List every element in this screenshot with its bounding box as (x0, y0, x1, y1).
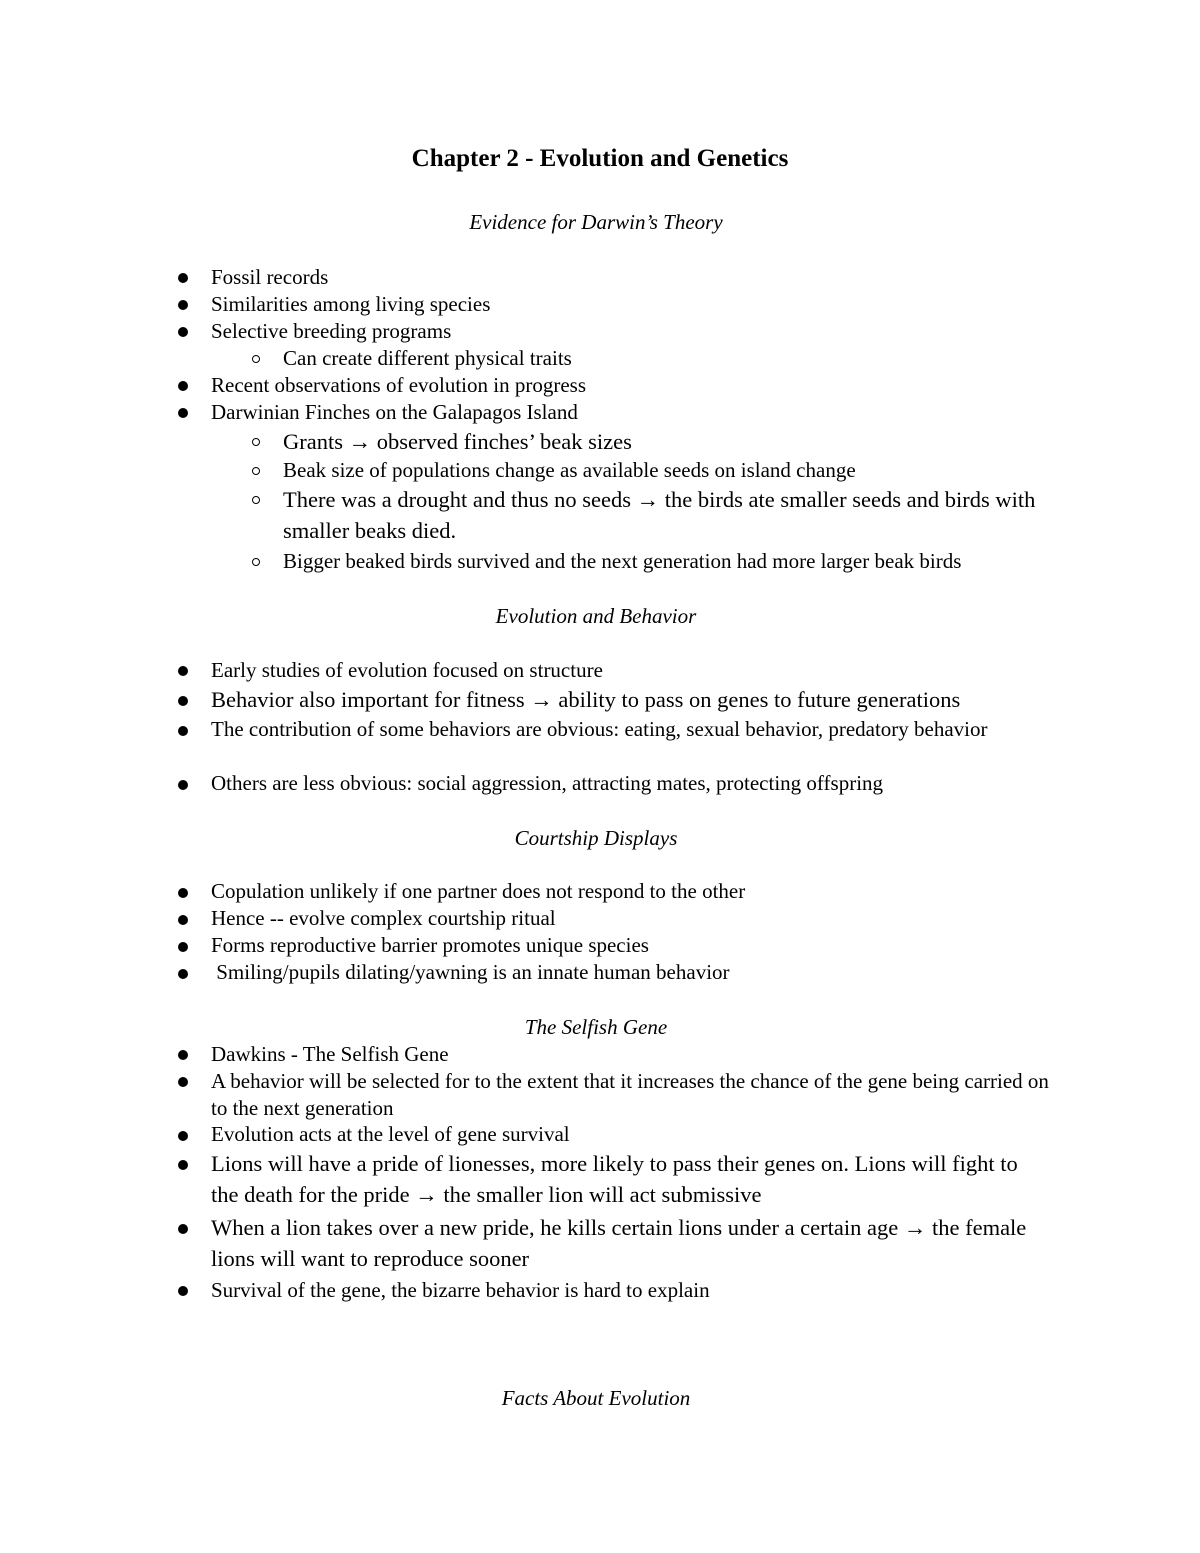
page-title: Chapter 2 - Evolution and Genetics (411, 145, 789, 172)
bullet-icon (178, 273, 188, 283)
sub-list-item: There was a drought and thus no seeds → the birds ate smaller seeds and birds with smaller beaks died. (283, 487, 1036, 543)
list-item: Similarities among living species (211, 292, 491, 316)
list-item: Others are less obvious: social aggression, attracting mates, protecting offspring (211, 771, 884, 795)
list-item: Smiling/pupils dilating/yawning is an innate human behavior (211, 960, 730, 984)
sub-list-item: Can create different physical traits (283, 346, 572, 370)
list-item: When a lion takes over a new pride, he kills certain lions under a certain age → the female lions will want to reproduce sooner (211, 1215, 1027, 1271)
bullet-icon (178, 408, 188, 418)
list-item: Fossil records (211, 265, 329, 289)
bullet-icon (178, 726, 188, 736)
section-heading: Evidence for Darwin’s Theory (469, 210, 723, 234)
bullet-icon (178, 300, 188, 310)
section-heading: Facts About Evolution (501, 1386, 691, 1410)
sub-list-item: Bigger beaked birds survived and the next generation had more larger beak birds (283, 549, 962, 573)
sub-bullet-icon (252, 438, 260, 446)
sub-bullet-icon (252, 558, 260, 566)
list-item: A behavior will be selected for to the extent that it increases the chance of the gene being carried on to the next generation (211, 1069, 1049, 1120)
list-item: Recent observations of evolution in progress (211, 373, 587, 397)
section-heading: The Selfish Gene (524, 1015, 668, 1039)
bullet-icon (178, 1224, 188, 1234)
list-item: Hence -- evolve complex courtship ritual (211, 906, 556, 930)
bullet-icon (178, 1131, 188, 1141)
bullet-icon (178, 327, 188, 337)
bullet-icon (178, 1160, 188, 1170)
list-item: Forms reproductive barrier promotes unique species (211, 933, 649, 957)
section-heading: Evolution and Behavior (495, 604, 697, 628)
bullet-icon (178, 666, 188, 676)
bullet-icon (178, 915, 188, 925)
list-item: Early studies of evolution focused on structure (211, 658, 603, 682)
bullet-icon (178, 696, 188, 706)
bullet-icon (178, 942, 188, 952)
bullet-icon (178, 888, 188, 898)
sub-bullet-icon (252, 467, 260, 475)
list-item: Evolution acts at the level of gene survival (211, 1122, 570, 1146)
sub-bullet-icon (252, 355, 260, 363)
list-item: Survival of the gene, the bizarre behavior is hard to explain (211, 1278, 710, 1302)
list-item: Selective breeding programs (211, 319, 452, 343)
bullet-icon (178, 381, 188, 391)
section-heading: Courtship Displays (514, 826, 678, 850)
list-item: Lions will have a pride of lionesses, more likely to pass their genes on. Lions will fight to the death for the pride → the smaller lion will act submissive (211, 1151, 1018, 1207)
list-item: Dawkins - The Selfish Gene (211, 1042, 449, 1066)
list-item: Behavior also important for fitness → ability to pass on genes to future generations (211, 687, 961, 712)
bullet-icon (178, 1077, 188, 1087)
bullet-icon (178, 1286, 188, 1296)
bullet-icon (178, 1050, 188, 1060)
list-item: The contribution of some behaviors are obvious: eating, sexual behavior, predatory behavior (211, 717, 988, 741)
sub-list-item: Grants → observed finches’ beak sizes (283, 429, 632, 454)
bullet-icon (178, 780, 188, 790)
sub-list-item: Beak size of populations change as available seeds on island change (283, 458, 856, 482)
bullet-icon (178, 969, 188, 979)
list-item: Darwinian Finches on the Galapagos Island (211, 400, 578, 424)
list-item: Copulation unlikely if one partner does not respond to the other (211, 879, 746, 903)
sub-bullet-icon (252, 496, 260, 504)
